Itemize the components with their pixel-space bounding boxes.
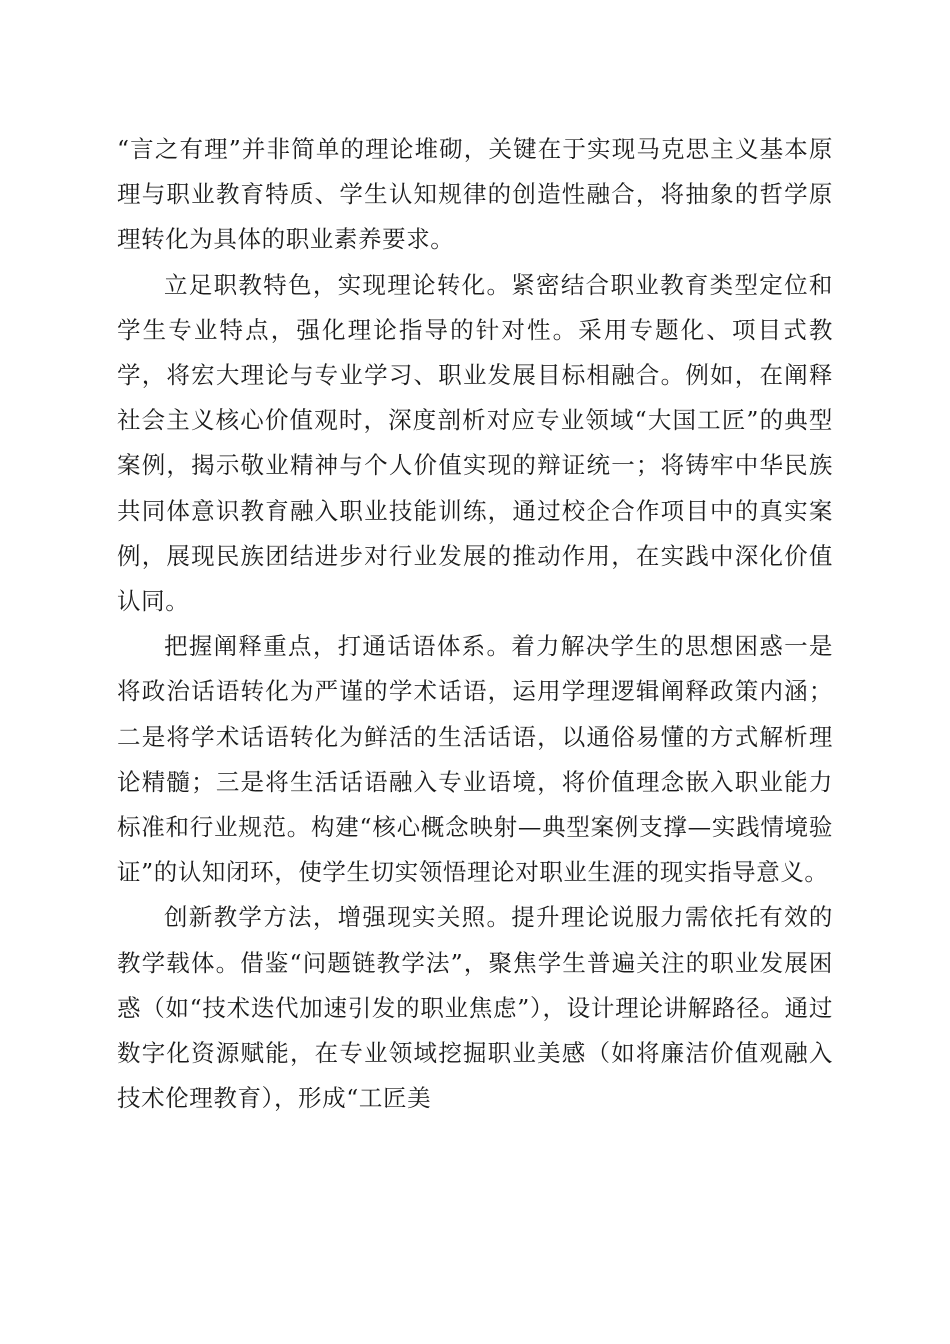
paragraph-theory-transformation: 立足职教特色，实现理论转化。紧密结合职业教育类型定位和学生专业特点，强化理论指导的针对性。采用专题化、项目式教学，将宏大理论与专业学习、职业发展目标相融合。例如，在阐释社会主义核心价值观时，深度剖析对应专业领域“大国工匠”的典型案例，揭示敬业精神与个人价值实现的辩证统一；将铸牢中华民族共同体意识教育融入职业技能训练，通过校企合作项目中的真实案例，展现民族团结进步对行业发展的推动作用，在实践中深化价值认同。: [117, 270, 833, 616]
paragraph-teaching-methods: 创新教学方法，增强现实关照。提升理论说服力需依托有效的教学载体。借鉴“问题链教学法”，聚焦学生普遍关注的职业发展困惑（如“技术迭代加速引发的职业焦虑”），设计理论讲解路径。通过数字化资源赋能，在专业领域挖掘职业美感（如将廉洁价值观融入技术伦理教育），形成“工匠美: [117, 903, 833, 1113]
paragraph-discourse-system: 把握阐释重点，打通话语体系。着力解决学生的思想困惑一是将政治话语转化为严谨的学术话语，运用学理逻辑阐释政策内涵；二是将学术话语转化为鲜活的生活话语，以通俗易懂的方式解析理论精髓；三是将生活话语融入专业语境，将价值理念嵌入职业能力标准和行业规范。构建“核心概念映射—典型案例支撑—实践情境验证”的认知闭环，使学生切实领悟理论对职业生涯的现实指导意义。: [117, 632, 833, 887]
document-body: [117, 127, 833, 1121]
paragraph-intro: “言之有理”并非简单的理论堆砌，关键在于实现马克思主义基本原理与职业教育特质、学生认知规律的创造性融合，将抽象的哲学原理转化为具体的职业素养要求。: [117, 135, 833, 254]
